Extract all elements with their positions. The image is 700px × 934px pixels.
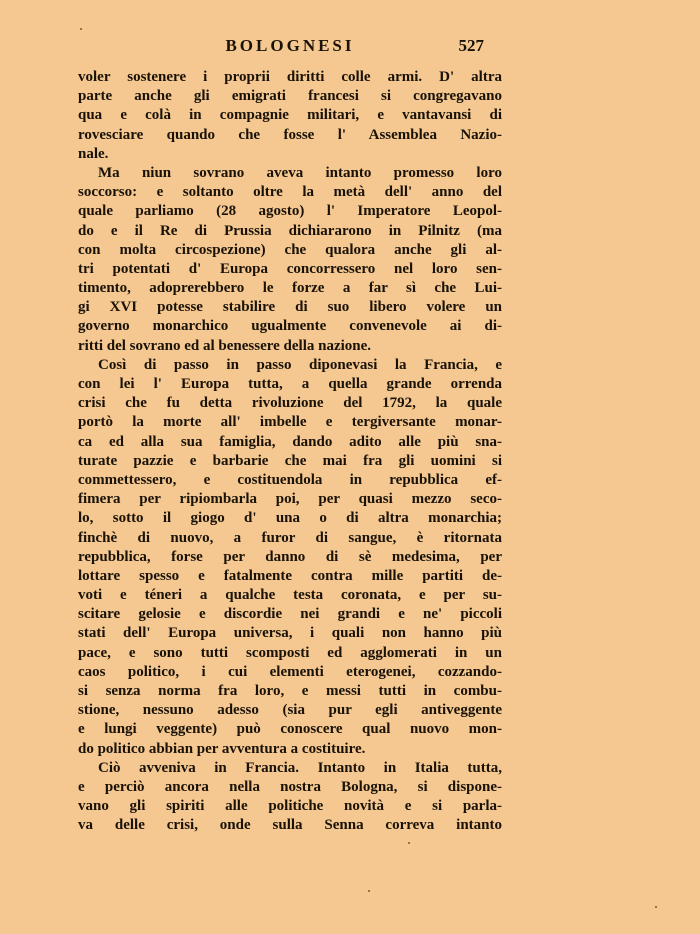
text-line: lo, sotto il giogo d' una o di altra monarchia; — [78, 510, 502, 527]
text-line: Ma niun sovrano aveva intanto promesso loro — [98, 164, 502, 181]
text-line: soccorso: e soltanto oltre la metà dell' anno del — [78, 184, 502, 201]
text-line: scitare gelosie e discordie nei grandi e ne' piccoli — [78, 606, 502, 623]
text-line: rovesciare quando che fosse l' Assemblea Nazio- — [78, 126, 502, 143]
text-line: ca ed alla sua famiglia, dando adito alle più sna- — [78, 433, 502, 450]
text-line: vano gli spiriti alle politiche novità e si parla- — [78, 798, 502, 815]
running-head — [78, 36, 502, 60]
text-line: lottare spesso e fatalmente contra mille partiti de- — [78, 567, 502, 584]
text-line: repubblica, forse per danno di sè medesima, per — [78, 548, 502, 565]
text-line: caos politico, i cui elementi eterogenei, cozzando- — [78, 663, 502, 680]
text-line: e perciò ancora nella nostra Bologna, si dispone- — [78, 778, 502, 795]
text-line: con lei l' Europa tutta, a quella grande orrenda — [78, 376, 502, 392]
text-line: Così di passo in passo diponevasi la Francia, e — [98, 356, 502, 373]
text-line: crisi che fu detta rivoluzione del 1792, la quale — [78, 395, 502, 412]
text-line: gi XVI potesse stabilire di suo libero volere un — [78, 299, 502, 316]
text-line: stione, nessuno adesso (sia pur egli antiveggente — [78, 702, 502, 719]
paper-speck — [408, 842, 410, 844]
text-line: e lungi veggente) può conoscere qual nuovo mon- — [78, 721, 502, 738]
text-line: Ciò avveniva in Francia. Intanto in Italia tutta, — [98, 759, 502, 776]
text-line: finchè di nuovo, a furor di sangue, è ritornata — [78, 529, 502, 546]
text-line: quale parliamo (28 agosto) l' Imperatore Leopol- — [78, 203, 502, 220]
text-line: si senza norma fra loro, e messi tutti in combu- — [78, 683, 502, 699]
text-line: voti e téneri a qualche testa coronata, e per su- — [78, 587, 502, 604]
text-line: portò la morte all' imbelle e tergiversante monar- — [78, 414, 502, 431]
text-line: ritti del sovrano ed al benessere della nazione. — [78, 337, 372, 354]
paper-speck — [368, 890, 370, 892]
text-line: nale. — [78, 145, 109, 162]
text-line: va delle crisi, onde sulla Senna correva intanto — [78, 817, 502, 834]
text-line: do e il Re di Prussia dichiararono in Pilnitz (ma — [78, 222, 502, 239]
text-line: stati dell' Europa universa, i quali non hanno più — [78, 625, 502, 642]
text-line: con molta circospezione) che qualora anche gli al- — [78, 241, 502, 258]
page-number: 527 — [458, 36, 484, 55]
paper-speck — [80, 28, 82, 30]
running-title: BOLOGNESI — [225, 36, 355, 55]
body-text — [78, 68, 502, 836]
text-line: parte anche gli emigrati francesi si congregavano — [78, 88, 502, 105]
text-line: voler sostenere i proprii diritti colle armi. D' altra — [78, 69, 502, 85]
text-line: pace, e sono tutti scomposti ed agglomerati in un — [78, 644, 502, 661]
text-line: qua e colà in compagnie militari, e vantavansi di — [78, 107, 502, 124]
text-line: tri potentati d' Europa concorressero nel loro sen- — [78, 260, 502, 277]
text-line: turate pazzie e barbarie che mai fra gli uomini si — [78, 452, 502, 469]
text-line: timento, adoprerebbero le forze a far sì che Lui- — [78, 280, 502, 297]
text-line: commettessero, e costituendola in repubblica ef- — [78, 471, 502, 488]
paper-speck — [655, 906, 657, 908]
text-line: governo monarchico ugualmente convenevole ai di- — [78, 318, 502, 335]
text-line: do politico abbian per avventura a costituire. — [78, 740, 366, 757]
text-line: fimera per ripiombarla poi, per quasi mezzo seco- — [78, 491, 502, 508]
